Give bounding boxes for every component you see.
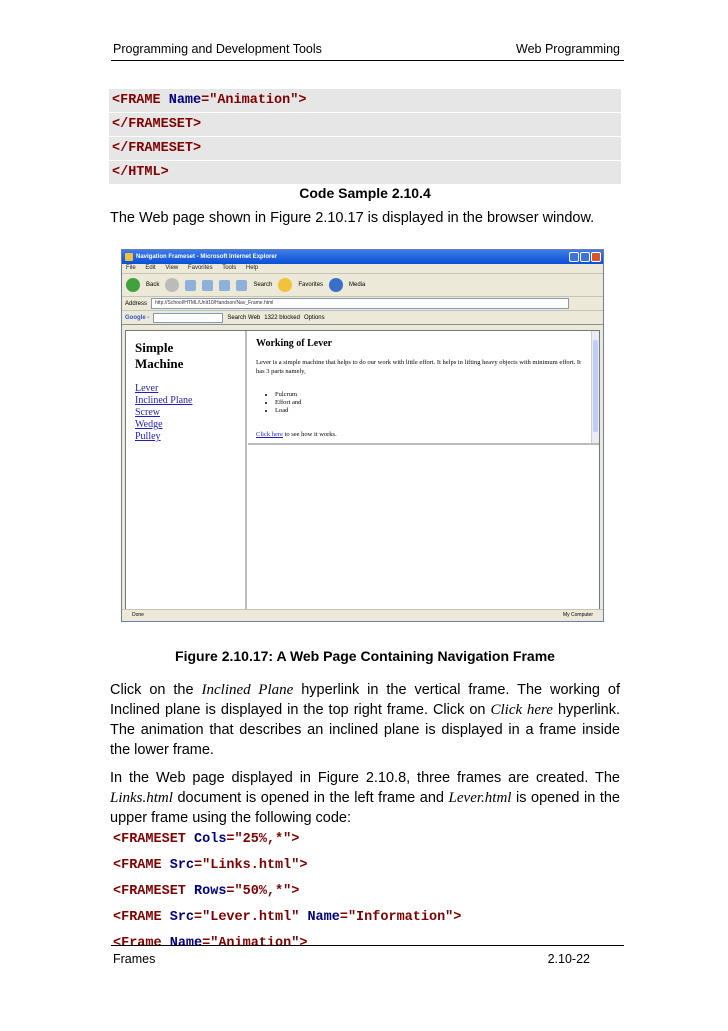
footer-rule [111,945,624,946]
browser-toolbar [122,274,603,297]
popup-blocked-count: 1322 blocked [264,314,300,321]
code-line [109,112,621,136]
intro-text: The Web page shown in Figure 2.10.17 is displayed in the browser window. [110,210,595,226]
back-label: Back [146,282,160,288]
code-token: ="Information"> [339,910,462,925]
code-token: ="50%,*"> [226,884,300,899]
code-token: ="Links.html"> [194,858,308,873]
code-token: <FRAME [113,858,170,873]
code-token: <FRAME [112,93,169,108]
header-rule [111,60,624,61]
bottom-right-frame [248,446,599,611]
left-frame-title [135,340,183,372]
code-line [110,878,622,904]
frameset-area [125,330,600,612]
header-left: Programming and Development Tools [113,42,322,56]
code-token: <FRAMESET [113,884,195,899]
italic-term: Inclined Plane [201,682,294,698]
favorites-icon[interactable] [278,278,292,292]
menu-tools[interactable]: Tools [222,265,237,271]
status-done: Done [132,612,144,618]
vertical-scrollbar[interactable] [591,331,599,443]
footer-left: Frames [113,952,156,966]
menu-help[interactable]: Help [245,265,259,271]
lever-parts-list [268,391,301,415]
google-search-input[interactable] [153,313,223,323]
code-line [110,904,622,930]
left-frame [126,331,247,609]
link-screw[interactable]: Screw [135,407,160,418]
home-icon[interactable] [219,280,230,291]
page-footer [113,952,590,966]
code-token: Src [169,910,195,925]
menu-view[interactable]: View [165,265,179,271]
search-label: Search [253,282,273,288]
text-run: hyperlink. The animation that describes an inclined plane is displayed in a frame inside the lower frame. [110,702,620,758]
click-here-line [256,431,337,438]
minimize-icon[interactable] [569,252,579,262]
code-token: ="Animation"> [201,93,307,108]
scrollbar-thumb[interactable] [593,340,598,432]
link-wedge[interactable]: Wedge [135,419,163,430]
google-logo: Google - [125,314,150,321]
list-item: • Load [275,407,301,415]
link-inclined-plane[interactable]: Inclined Plane [135,395,193,406]
code-token: Src [169,858,195,873]
search-web-button[interactable]: Search Web [227,314,261,321]
media-icon[interactable] [329,278,343,292]
lever-heading: Working of Lever [256,338,333,349]
italic-term: Click here [490,702,553,718]
browser-title: Navigation Frameset - Microsoft Internet Explorer [136,254,278,260]
browser-titlebar [122,250,603,264]
code-line [110,852,622,878]
text-run: document is opened in the left frame and [172,790,449,806]
options-button[interactable]: Options [303,314,325,321]
code-token: <FRAMESET [113,832,195,847]
ie-icon [125,253,133,261]
click-here-link[interactable]: Click here [256,431,283,438]
refresh-icon[interactable] [202,280,213,291]
click-here-rest: to see how it works. [282,431,337,438]
search-icon[interactable] [236,280,247,291]
menu-file[interactable]: File [126,265,136,271]
back-icon[interactable] [126,278,140,292]
paragraph-2 [110,768,620,828]
code-token: <Frame [113,936,170,951]
media-label: Media [349,282,366,288]
code-token: ="Lever.html" [194,910,308,925]
left-title-line: Simple [135,340,174,355]
menu-favorites[interactable]: Favorites [187,265,213,271]
code-line [109,136,621,160]
lever-description: Lever is a simple machine that helps to do our work with little effort. It helps in lifting heavy objects with minimum effort. It has 3 parts namely, [256,359,581,375]
code-line [110,826,622,852]
code-token: ="Animation"> [202,936,308,951]
code-block-top [109,88,621,184]
link-lever[interactable]: Lever [135,383,159,394]
text-run: Click on the [110,682,202,698]
forward-icon[interactable] [165,278,179,292]
code-token: <FRAME [113,910,170,925]
code-token: </HTML> [112,165,169,180]
stop-icon[interactable] [185,280,196,291]
paragraph-1 [110,680,620,760]
code-line [109,88,621,112]
header-right: Web Programming [516,42,620,56]
text-run: In the Web page displayed in Figure 2.10.8, three frames are created. The [110,770,620,786]
code-token: </FRAMESET> [112,141,202,156]
footer-right: 2.10-22 [547,952,590,966]
menu-edit[interactable]: Edit [145,265,156,271]
maximize-icon[interactable] [580,252,590,262]
code-block-bottom [110,826,622,956]
link-pulley[interactable]: Pulley [135,431,161,442]
list-item: • Effort and [275,399,301,407]
browser-screenshot [121,249,604,622]
code-token: </FRAMESET> [112,117,202,132]
status-zone: My Computer [562,612,593,618]
code-caption: Code Sample 2.10.4 [299,185,431,201]
italic-term: Links.html [110,790,173,806]
address-input[interactable]: http://School/HTML/Unit10/Handson/Nav_Frame.html [151,298,569,309]
code-token: Name [307,910,340,925]
browser-statusbar [122,609,603,621]
text-run: hyperlink in the vertical frame. The working of Inclined plane is displayed in the top right frame. Click on [110,682,620,718]
page-header [113,42,620,56]
address-bar [122,297,603,311]
address-label: Address [125,300,148,307]
italic-term: Lever.html [448,790,512,806]
browser-menubar [122,264,603,274]
favorites-label: Favorites [298,282,324,288]
figure-caption: Figure 2.10.17: A Web Page Containing Navigation Frame [175,648,555,664]
code-token: Name [169,936,203,951]
google-toolbar [122,311,603,325]
text-run: is opened in the upper frame using the following code: [110,790,620,826]
code-token: Cols [194,832,227,847]
close-icon[interactable] [591,252,601,262]
left-title-line: Machine [135,356,184,371]
code-line [109,160,621,184]
code-token: ="25%,*"> [226,832,300,847]
list-item: • Fulcrum [275,391,301,399]
top-right-frame [248,331,599,445]
code-token: Rows [194,884,227,899]
nav-links [135,383,192,443]
code-token: Name [168,93,202,108]
